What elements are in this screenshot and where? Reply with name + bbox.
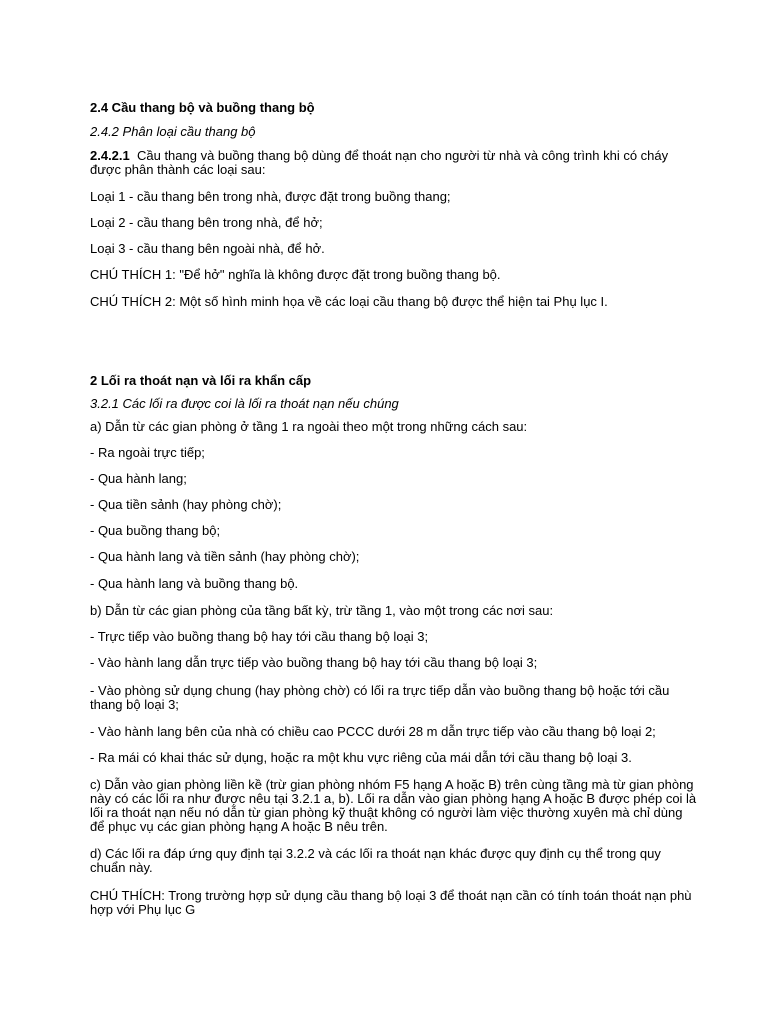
stair-type-2: Loại 2 - cầu thang bên trong nhà, để hở; [90,215,323,230]
item-c-line-2: này có các lối ra như được nêu tại 3.2.1 a, b). Lối ra dẫn vào gian phòng hạng A hoặc B được phép coi là [90,791,697,806]
item-d-line-1: d) Các lối ra đáp ứng quy định tại 3.2.2 và các lối ra thoát nạn khác được quy định cụ thể trong quy [90,846,661,861]
item-a-6: - Qua hành lang và buồng thang bộ. [90,576,299,591]
subsection-heading-3-2-1: 3.2.1 Các lối ra được coi là lối ra thoát nạn nếu chúng [90,396,399,411]
clause-number: 2.4.2.1 [90,148,130,163]
item-a-1: - Ra ngoài trực tiếp; [90,445,205,460]
stair-type-3: Loại 3 - cầu thang bên ngoài nhà, để hở. [90,241,325,256]
note-1: CHÚ THÍCH 1: "Để hở" nghĩa là không được đặt trong buồng thang bộ. [90,267,501,282]
item-b-2: - Vào hành lang dẫn trực tiếp vào buồng thang bộ hay tới cầu thang bộ loại 3; [90,655,538,670]
clause-2-4-2-1-line-1 [90,148,690,163]
item-a-5: - Qua hành lang và tiền sảnh (hay phòng chờ); [90,549,360,564]
note-line-1: CHÚ THÍCH: Trong trường hợp sử dụng cầu thang bộ loại 3 để thoát nạn cần có tính toán thoát nạn phù [90,888,692,903]
note-2: CHÚ THÍCH 2: Một số hình minh họa về các loại cầu thang bộ được thể hiện tai Phụ lục I. [90,294,608,309]
item-d-line-2: chuẩn này. [90,860,153,875]
item-a-3: - Qua tiền sảnh (hay phòng chờ); [90,497,282,512]
section-heading-2-4: 2.4 Cầu thang bộ và buồng thang bộ [90,100,315,115]
item-b-1: - Trực tiếp vào buồng thang bộ hay tới cầu thang bộ loại 3; [90,629,429,644]
section-heading-2: 2 Lối ra thoát nạn và lối ra khẩn cấp [90,373,312,388]
item-b-intro: b) Dẫn từ các gian phòng của tầng bất kỳ, trừ tầng 1, vào một trong các nơi sau: [90,603,554,618]
note-line-2: hợp với Phụ lục G [90,902,196,917]
item-c-line-4: để phục vụ các gian phòng hạng A hoặc B nêu trên. [90,819,388,834]
item-c-line-1: c) Dẫn vào gian phòng liền kề (trừ gian phòng nhóm F5 hạng A hoặc B) trên cùng tầng mà từ gian phòng [90,777,694,792]
item-c-line-3: lối ra thoát nạn nếu nó dẫn từ gian phòng kỹ thuật không có người làm việc thường xuyên mà chỉ dùng [90,805,683,820]
item-a-intro: a) Dẫn từ các gian phòng ở tầng 1 ra ngoài theo một trong những cách sau: [90,419,528,434]
item-b-3-line-1: - Vào phòng sử dụng chung (hay phòng chờ) có lối ra trực tiếp dẫn vào buồng thang bộ hoặc tới cầu [90,683,670,698]
subsection-heading-2-4-2: 2.4.2 Phân loại cầu thang bộ [90,124,256,139]
item-a-4: - Qua buồng thang bộ; [90,523,221,538]
item-b-3-line-2: thang bộ loại 3; [90,697,179,712]
item-b-4: - Vào hành lang bên của nhà có chiều cao PCCC dưới 28 m dẫn trực tiếp vào cầu thang bộ loại 2; [90,724,656,739]
item-a-2: - Qua hành lang; [90,471,187,486]
item-b-5: - Ra mái có khai thác sử dụng, hoặc ra một khu vực riêng của mái dẫn tới cầu thang bộ loại 3. [90,750,632,765]
stair-type-1: Loại 1 - cầu thang bên trong nhà, được đặt trong buồng thang; [90,189,451,204]
clause-text: Cầu thang và buồng thang bộ dùng để thoát nạn cho người từ nhà và công trình khi có cháy [129,148,669,163]
clause-2-4-2-1-line-2: được phân thành các loại sau: [90,162,266,177]
